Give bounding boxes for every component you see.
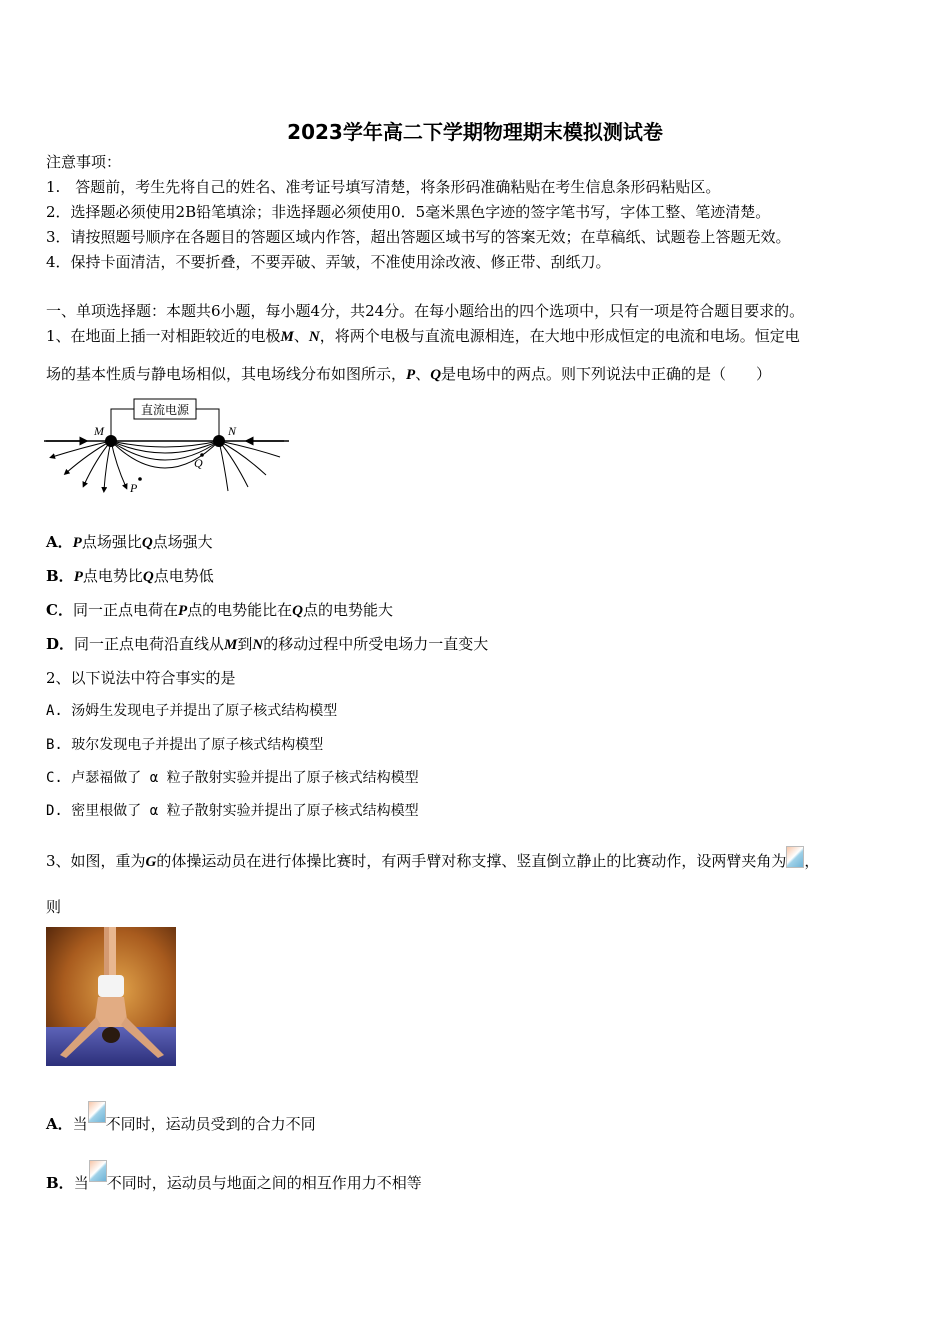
q2-option-b: B. 玻尔发现电子并提出了原子核式结构模型 [46,737,324,753]
field-line [111,441,219,447]
label-Q: Q [194,456,203,470]
q1-separator: 、 [293,327,309,345]
option-letter: A． [46,533,73,551]
symbol-Q: Q [430,367,442,383]
page-title: 2023学年高二下学期物理期末模拟测试卷 [287,120,663,144]
q1-option-b [46,566,214,587]
gymnast-photo [46,927,176,1066]
point-P [138,477,142,481]
option-text: 的移动过程中所受电场力一直变大 [263,635,489,653]
symbol-P: P [406,367,416,383]
power-source-label: 直流电源 [140,403,190,417]
field-line [52,441,111,457]
symbol-N: N [252,637,264,653]
symbol-Q: Q [142,569,154,585]
option-text: 当 [73,1174,89,1192]
q2-option-d: D. 密里根做了 α 粒子散射实验并提出了原子核式结构模型 [46,803,419,819]
q1-option-c [46,600,393,621]
q1-option-a [46,532,213,553]
label-N: N [228,424,237,438]
q2-option-a: A. 汤姆生发现电子并提出了原子核式结构模型 [46,703,338,719]
field-line-figure [44,395,294,495]
q2-stem: 2、以下说法中符合事实的是 [46,669,236,687]
option-text: 点场强比 [81,533,142,551]
q1-text: 1、在地面上插一对相距较近的电极 [46,327,281,345]
broken-image-icon [88,1101,106,1123]
q1-stem-line1 [46,326,800,347]
symbol-M: M [224,637,238,653]
q3-option-b [46,1160,422,1193]
option-letter: D． [46,635,75,653]
q3-stem-line2: 则 [46,898,62,916]
symbol-Q: Q [292,603,303,619]
field-line [66,441,111,473]
label-P: P [130,481,138,495]
symbol-P: P [177,603,188,619]
option-letter: B． [46,567,74,585]
field-line [219,441,280,457]
q2-option-c: C. 卢瑟福做了 α 粒子散射实验并提出了原子核式结构模型 [46,770,419,786]
option-text: 同一正点电荷沿直线从 [74,635,225,653]
q3-text: 的体操运动员在进行体操比赛时，有两手臂对称支撑、竖直倒立静止的比赛动作，设两臂夹角为 [156,852,787,870]
electrode-M [105,435,117,447]
notice-item-3: 3．请按照题号顺序在各题目的答题区域内作答，超出答题区域书写的答案无效；在草稿纸、试题卷上答题无效。 [46,228,791,246]
symbol-G: G [145,854,157,870]
symbol-M: M [280,329,294,345]
label-M: M [94,424,104,438]
option-text: 点场强大 [152,533,213,551]
q3-text: ， [804,852,820,870]
q3-option-a [46,1101,316,1134]
section-heading: 一、单项选择题：本题共6小题，每小题4分，共24分。在每小题给出的四个选项中，只有一项是符合题目要求的。 [46,302,805,320]
electrode-N [213,435,225,447]
option-text: 当 [72,1115,88,1133]
option-text: 点的电势能大 [303,601,394,619]
notice-heading: 注意事项： [46,153,122,171]
option-letter: B． [46,1174,74,1192]
option-text: 不同时，运动员与地面之间的相互作用力不相等 [106,1174,422,1192]
field-line [219,441,228,491]
notice-item-1: 1. 答题前，考生先将自己的姓名、准考证号填写清楚，将条形码准确粘贴在考生信息条形码粘贴区。 [46,178,721,196]
q1-text: 场的基本性质与静电场相似，其电场线分布如图所示， [46,365,407,383]
broken-image-icon [786,846,804,868]
option-letter: A． [46,1115,73,1133]
option-text: 同一正点电荷在 [72,601,178,619]
q3-stem-line1 [46,846,819,872]
notice-item-2: 2．选择题必须使用2B铅笔填涂；非选择题必须使用0．5毫米黑色字迹的签字笔书写，字体工整、笔迹清楚。 [46,203,771,221]
q3-text: 3、如图，重为 [46,852,146,870]
q1-stem-line2 [46,364,771,385]
option-text: 到 [237,635,253,653]
option-text: 点电势低 [153,567,214,585]
broken-image-icon [89,1160,107,1182]
option-text: 点电势比 [82,567,143,585]
q1-option-d [46,634,488,655]
option-letter: C． [46,601,73,619]
symbol-P: P [72,535,82,551]
q1-text: ，将两个电极与直流电源相连，在大地中形成恒定的电流和电场。恒定电 [319,327,800,345]
q1-text: 是电场中的两点。则下列说法中正确的是（ ） [441,365,772,383]
q1-separator: 、 [415,365,431,383]
option-text: 点的电势能比在 [187,601,293,619]
symbol-N: N [308,329,320,345]
option-text: 不同时，运动员受到的合力不同 [105,1115,316,1133]
symbol-Q: Q [141,535,153,551]
symbol-P: P [73,569,83,585]
notice-item-4: 4．保持卡面清洁，不要折叠，不要弄破、弄皱，不准使用涂改液、修正带、刮纸刀。 [46,253,611,271]
